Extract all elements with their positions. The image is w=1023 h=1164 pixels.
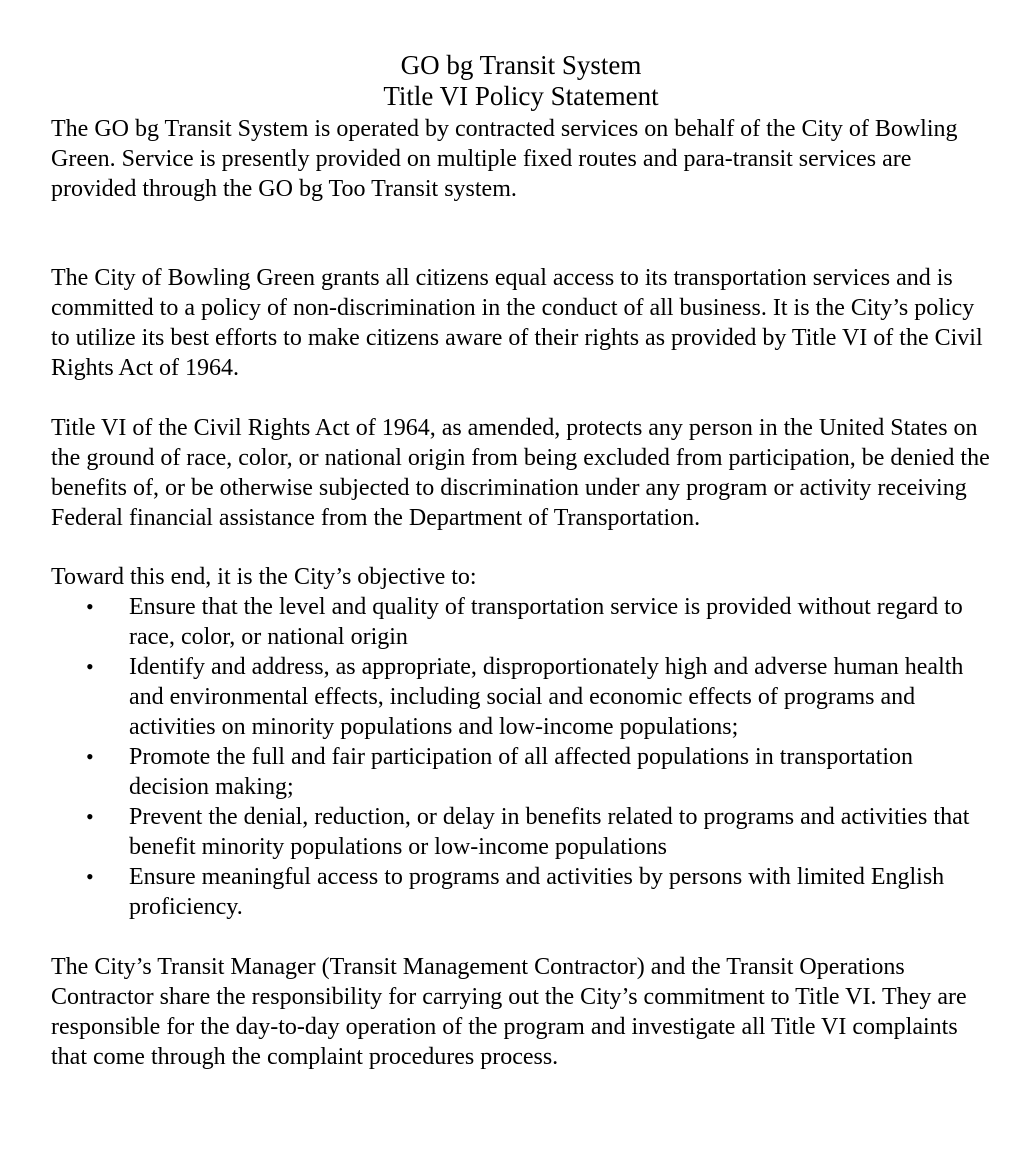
paragraph-access: The City of Bowling Green grants all citizens equal access to its transportation services and is committed to a policy of non-discrimination in the conduct of all business. It is the City’s policy to utilize its best efforts to make citizens aware of their rights as provided by Title VI of the Civil Rights Act of 1964. (51, 265, 983, 381)
bullet-icon: • (86, 864, 94, 889)
objective-text: Prevent the denial, reduction, or delay in benefits related to programs and activities that benefit minority populations or low-income populations (129, 804, 970, 860)
objectives-intro: Toward this end, it is the City’s objective to: (51, 564, 477, 590)
paragraph-title-vi: Title VI of the Civil Rights Act of 1964, as amended, protects any person in the United States on the ground of race, color, or national origin from being excluded from participation, be denied the benefits of, or be otherwise subjected to discrimination under any program or activity receiving Federal financial assistance from the Department of Transportation. (51, 415, 990, 531)
list-item (51, 742, 991, 802)
bullet-icon: • (86, 594, 94, 619)
document-title (51, 50, 991, 112)
list-item (51, 802, 991, 862)
paragraph-intro: The GO bg Transit System is operated by contracted services on behalf of the City of Bowling Green. Service is presently provided on multiple fixed routes and para-transit services are provided through the GO bg Too Transit system. (51, 116, 958, 202)
title-line-1: GO bg Transit System (400, 50, 642, 80)
paragraph-responsibility: The City’s Transit Manager (Transit Management Contractor) and the Transit Operations Contractor share the responsibility for carrying out the City’s commitment to Title VI. They are responsible for the day-to-day operation of the program and investigate all Title VI complaints that come through the complaint procedures process. (51, 954, 967, 1070)
objective-text: Identify and address, as appropriate, disproportionately high and adverse human health and environmental effects, including social and economic effects of programs and activities on minority populations and low-income populations; (129, 654, 964, 740)
objective-text: Ensure that the level and quality of transportation service is provided without regard to race, color, or national origin (129, 594, 963, 650)
bullet-icon: • (86, 804, 94, 829)
bullet-icon: • (86, 744, 94, 769)
list-item (51, 862, 991, 922)
document-page (51, 50, 991, 1072)
bullet-icon: • (86, 654, 94, 679)
objective-text: Ensure meaningful access to programs and activities by persons with limited English proficiency. (129, 864, 945, 920)
objectives-list (51, 592, 991, 922)
objective-text: Promote the full and fair participation of all affected populations in transportation decision making; (129, 744, 913, 800)
title-line-2: Title VI Policy Statement (383, 81, 659, 111)
list-item (51, 592, 991, 652)
list-item (51, 652, 991, 742)
